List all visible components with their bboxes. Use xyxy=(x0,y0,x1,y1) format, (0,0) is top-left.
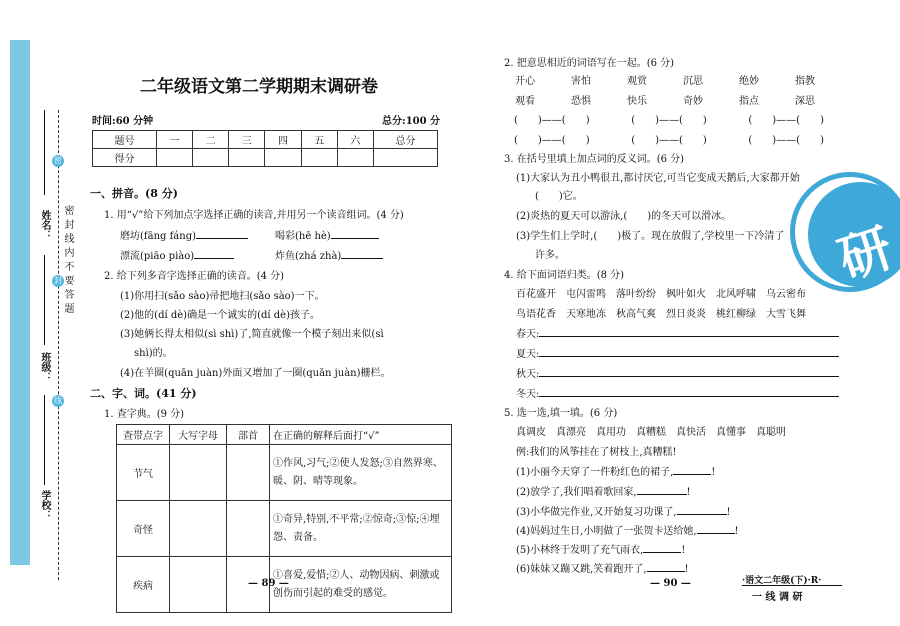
score-header: 总分 xyxy=(373,131,437,149)
dict-word: 节气 xyxy=(117,445,170,501)
score-cell[interactable] xyxy=(265,149,301,167)
r-q4-words-2: 鸟语花香 天寒地冻 秋高气爽 烈日炎炎 桃红柳绿 大雪飞舞 xyxy=(516,309,806,320)
word: 指点 xyxy=(739,96,759,107)
word: 害怕 xyxy=(571,76,591,87)
score-table xyxy=(92,130,438,167)
dict-cell[interactable] xyxy=(170,557,227,613)
r-q3-line: (2)炎热的夏天可以游泳,( )的冬天可以滑冰。 xyxy=(516,211,732,222)
word: 观看 xyxy=(515,96,535,107)
r-q2-prompt: 2. 把意思相近的词语写在一起。(6 分) xyxy=(504,58,675,69)
r-q3-prompt: 3. 在括号里填上加点词的反义词。(6 分) xyxy=(504,154,685,165)
score-cell[interactable] xyxy=(301,149,337,167)
r-q3-line: 许多。 xyxy=(535,250,565,261)
dict-explain: ①奇异,特别,不平常;②惊奇;③惊;④埋怨、责备。 xyxy=(270,501,452,557)
r-q5-example: 例:我们的风筝挂在了树枝上,真糟糕! xyxy=(516,447,677,458)
score-cell[interactable] xyxy=(229,149,265,167)
r-q5-line[interactable]: (1)小丽今天穿了一件粉红色的裙子, ! xyxy=(516,467,716,478)
r-q2-row1 xyxy=(515,72,815,87)
name-line xyxy=(44,110,46,195)
binding-line xyxy=(58,110,59,580)
dict-header: 在正确的解释后面打“√” xyxy=(270,425,452,445)
score-cell[interactable] xyxy=(337,149,373,167)
word: 指教 xyxy=(795,76,815,87)
score-header: 三 xyxy=(229,131,265,149)
label-school: 学校： xyxy=(39,490,50,520)
page-number-left: — 89 — xyxy=(248,578,289,589)
dict-header: 大写字母 xyxy=(170,425,227,445)
stamp-char: 研 xyxy=(831,218,900,292)
section1-heading: 一、拼音。(8 分) xyxy=(90,187,178,200)
word: 深思 xyxy=(795,96,815,107)
score-header: 四 xyxy=(265,131,301,149)
word: 绝妙 xyxy=(739,76,759,87)
r-q5-line[interactable]: (4)妈妈过生日,小明做了一张贺卡送给她, ! xyxy=(516,526,739,537)
page-title: 二年级语文第二学期期末调研卷 xyxy=(140,77,378,97)
circle-xian: 线 xyxy=(54,396,62,405)
r-q5-prompt: 5. 选一选,填一填。(6 分) xyxy=(504,408,618,419)
score-cell[interactable] xyxy=(193,149,229,167)
label-name: 姓名： xyxy=(39,210,50,240)
section2-heading: 二、字、词。(41 分) xyxy=(90,387,197,400)
page-number-right: — 90 — xyxy=(650,578,691,589)
binding-strip-bar xyxy=(10,40,30,565)
dict-explain: ①喜爱,爱惜;②人、动物因病、刺激或创伤而引起的难受的感觉。 xyxy=(270,557,452,613)
s1-q1-item: 炸鱼(zhá zhà) xyxy=(275,247,383,262)
exam-total: 总分:100 分 xyxy=(382,116,441,127)
binding-warning: 密封线内不要答题 xyxy=(62,205,73,317)
score-header: 六 xyxy=(337,131,373,149)
word: 奇妙 xyxy=(683,96,703,107)
class-line xyxy=(44,255,46,345)
r-q3-line: (1)大家认为丑小鸭很丑,都讨厌它,可当它变成天鹅后,大家都开始 xyxy=(516,173,800,184)
circle-feng: 封 xyxy=(54,276,62,285)
footer-rule xyxy=(742,585,842,586)
word: 快乐 xyxy=(627,96,647,107)
dict-word: 疾病 xyxy=(117,557,170,613)
score-header: 五 xyxy=(301,131,337,149)
dict-cell[interactable] xyxy=(170,501,227,557)
r-q3-line: ( )它。 xyxy=(535,191,583,202)
footer-brand: 一 线 调 研 xyxy=(752,592,803,603)
r-q3-line: (3)学生们上学时,( )极了。现在放假了,学校里一下冷清了 xyxy=(516,231,785,242)
dict-explain: ①作风,习气;②使人发怒;③自然界寒、暖、阴、晴等现象。 xyxy=(270,445,452,501)
r-q5-line[interactable]: (3)小华做完作业,又开始复习功课了, ! xyxy=(516,507,731,518)
s1-q2-prompt: 2. 给下列多音字选择正确的读音。(4 分) xyxy=(104,271,285,282)
r-q5-line[interactable]: (6)妹妹又蹦又跳,笑着跑开了, ! xyxy=(516,564,689,575)
s1-q2-line: (4)在羊圈(quān juàn)外面又增加了一圈(quān juàn)栅栏。 xyxy=(120,368,391,379)
word: 开心 xyxy=(515,76,535,87)
word: 沉思 xyxy=(683,76,703,87)
score-cell[interactable] xyxy=(373,149,437,167)
school-line xyxy=(44,395,46,485)
s1-q1-item: 磨坊(fāng fáng) xyxy=(120,227,248,242)
s1-q1-prompt: 1. 用“√”给下列加点字选择正确的读音,并用另一个读音组词。(4 分) xyxy=(104,210,404,221)
season-winter[interactable]: 冬天: xyxy=(516,385,839,400)
s1-q2-line: (2)他的(dí dè)确是一个诚实的(dí dè)孩子。 xyxy=(120,310,320,321)
r-q2-row2 xyxy=(515,92,815,107)
dict-word: 奇怪 xyxy=(117,501,170,557)
r-q4-prompt: 4. 给下面词语归类。(8 分) xyxy=(504,270,625,281)
s1-q1-item: 漂流(piāo piào) xyxy=(120,247,234,262)
score-row-label: 得分 xyxy=(93,149,157,167)
word: 观赏 xyxy=(627,76,647,87)
dict-header: 部首 xyxy=(227,425,270,445)
r-q5-options: 真调皮 真漂亮 真用功 真糟糕 真快活 真懂事 真聪明 xyxy=(516,427,786,438)
dict-cell[interactable] xyxy=(170,445,227,501)
dict-cell[interactable] xyxy=(227,445,270,501)
season-autumn[interactable]: 秋天: xyxy=(516,365,839,380)
score-header: 题号 xyxy=(93,131,157,149)
dict-cell[interactable] xyxy=(227,501,270,557)
s1-q2-line: (3)她俩长得太相似(sì shì)了,简直就像一个模子刻出来似(sì xyxy=(120,329,384,340)
dict-header: 查带点字 xyxy=(117,425,170,445)
s1-q2-line: shì)的。 xyxy=(134,348,173,359)
r-q5-line[interactable]: (2)放学了,我们唱着歌回家, ! xyxy=(516,487,691,498)
score-cell[interactable] xyxy=(156,149,192,167)
score-header: 二 xyxy=(193,131,229,149)
exam-time: 时间:60 分钟 xyxy=(92,116,154,127)
r-q2-pairs-2[interactable]: ( )——( ) ( )——( ) ( )——( ) xyxy=(514,135,824,146)
footer-tag: ·语文二年级(下)·R· xyxy=(742,576,822,586)
label-class: 班级： xyxy=(39,352,50,382)
r-q2-pairs-1[interactable]: ( )——( ) ( )——( ) ( )——( ) xyxy=(514,115,824,126)
s1-q2-line: (1)你用扫(sǎo sào)帚把地扫(sǎo sào)一下。 xyxy=(120,291,325,302)
r-q4-words-1: 百花盛开 屯闪雷鸣 落叶纷纷 枫叶如火 北风呼啸 乌云密布 xyxy=(516,289,806,300)
s1-q1-item: 喝彩(hē hè) xyxy=(275,227,379,242)
circle-mi: 密 xyxy=(54,156,62,165)
r-q5-line[interactable]: (5)小林终于发明了充气雨衣, ! xyxy=(516,545,686,556)
s2-q1-prompt: 1. 查字典。(9 分) xyxy=(104,409,185,420)
word: 恐惧 xyxy=(571,96,591,107)
score-header: 一 xyxy=(156,131,192,149)
season-spring[interactable]: 春天: xyxy=(516,325,839,340)
season-summer[interactable]: 夏天: xyxy=(516,345,839,360)
